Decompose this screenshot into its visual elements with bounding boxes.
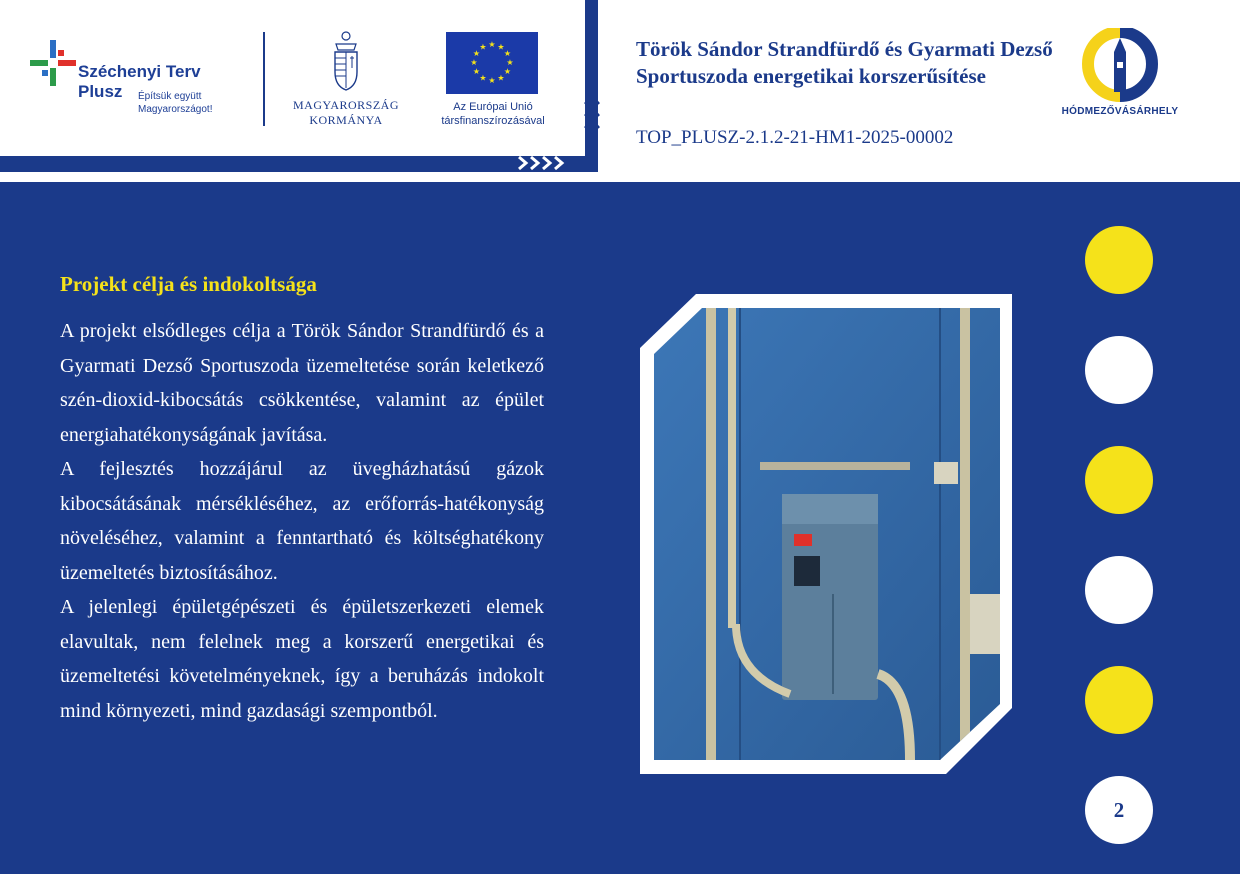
decorative-dot-yellow-3 bbox=[1085, 666, 1153, 734]
eu-logo bbox=[428, 30, 568, 130]
svg-text:★: ★ bbox=[479, 42, 487, 52]
svg-text:★: ★ bbox=[488, 76, 496, 85]
svg-text:★: ★ bbox=[479, 73, 487, 83]
svg-text:★: ★ bbox=[506, 58, 514, 67]
szechenyi-cross-icon bbox=[30, 40, 76, 86]
government-line1: MAGYARORSZÁG bbox=[292, 98, 399, 112]
szechenyi-title: Széchenyi Terv bbox=[78, 62, 201, 81]
decorative-dot-white-1 bbox=[1085, 336, 1153, 404]
svg-text:★: ★ bbox=[497, 73, 505, 83]
government-logo bbox=[290, 30, 410, 130]
page-number: 2 bbox=[1085, 776, 1153, 844]
eu-line1: Az Európai Unió bbox=[453, 101, 533, 113]
project-title: Török Sándor Strandfürdő és Gyarmati Dezső Sportuszoda energetikai korszerűsítése bbox=[636, 37, 1053, 88]
header bbox=[0, 0, 1240, 182]
logo-strip-bottom-bar bbox=[0, 156, 590, 172]
paragraph-3: A jelenlegi épületgépészeti és épületszerkezeti elemek elavultak, nem felelnek meg a korszerű energetikai és üzemeltetési követelményeknek, így a beruházás indokolt mind környezeti, mind gazdasági szempontból. bbox=[60, 596, 544, 722]
szechenyi-plus: Plusz bbox=[78, 82, 123, 101]
decorative-dot-white-2 bbox=[1085, 556, 1153, 624]
equipment-photo bbox=[640, 294, 1012, 774]
hodmezovasarhely-emblem-icon bbox=[1050, 28, 1190, 104]
svg-text:★: ★ bbox=[503, 67, 512, 76]
eu-flag-icon bbox=[446, 32, 538, 94]
logo-strip bbox=[0, 0, 598, 172]
szechenyi-slogan-line2: Magyarországot! bbox=[138, 104, 213, 115]
svg-text:★: ★ bbox=[470, 58, 478, 67]
hodmezovasarhely-logo bbox=[1050, 28, 1190, 123]
svg-text:★: ★ bbox=[497, 42, 505, 52]
eu-text bbox=[428, 100, 558, 128]
svg-text:★: ★ bbox=[472, 49, 481, 58]
section-title: Projekt célja és indokoltsága bbox=[60, 272, 317, 296]
government-text bbox=[290, 98, 402, 128]
paragraph-1: A projekt elsődleges célja a Török Sándor Strandfürdő és a Gyarmati Dezső Sportuszoda üzemeltetése során keletkező szén-dioxid-kibocsátás csökkentése, valamint az épület energiahatékonyságának javítása. bbox=[60, 320, 544, 446]
svg-text:★: ★ bbox=[503, 49, 512, 58]
svg-text:★: ★ bbox=[488, 40, 496, 49]
eu-line2: társfinanszírozásával bbox=[441, 115, 545, 127]
government-line2: KORMÁNYA bbox=[309, 113, 383, 127]
city-logo-text: HÓDMEZŐVÁSÁRHELY bbox=[1061, 106, 1179, 117]
chevron-down-icons bbox=[582, 100, 602, 144]
decorative-dot-yellow-1 bbox=[1085, 226, 1153, 294]
chevron-right-icons bbox=[515, 154, 571, 172]
szechenyi-slogan bbox=[138, 90, 212, 116]
szechenyi-slogan-line1: Építsük együtt bbox=[138, 91, 202, 102]
paragraph-2: A fejlesztés hozzájárul az üvegházhatású gázok kibocsátásának mérsékléséhez, az erőforrás-hatékonyság növeléséhez, valamint a fenntartható és költséghatékony üzemeltetés biztosításához. bbox=[60, 458, 544, 584]
logo-strip-right-bar bbox=[585, 0, 598, 172]
hungarian-crest-icon bbox=[330, 30, 362, 92]
svg-text:★: ★ bbox=[472, 67, 481, 76]
body-text bbox=[60, 314, 544, 728]
decorative-dot-yellow-2 bbox=[1085, 446, 1153, 514]
main-panel bbox=[0, 182, 1240, 874]
logo-divider bbox=[263, 32, 265, 126]
project-code: TOP_PLUSZ-2.1.2-21-HM1-2025-00002 bbox=[636, 127, 954, 148]
szechenyi-terv-logo bbox=[30, 40, 240, 120]
